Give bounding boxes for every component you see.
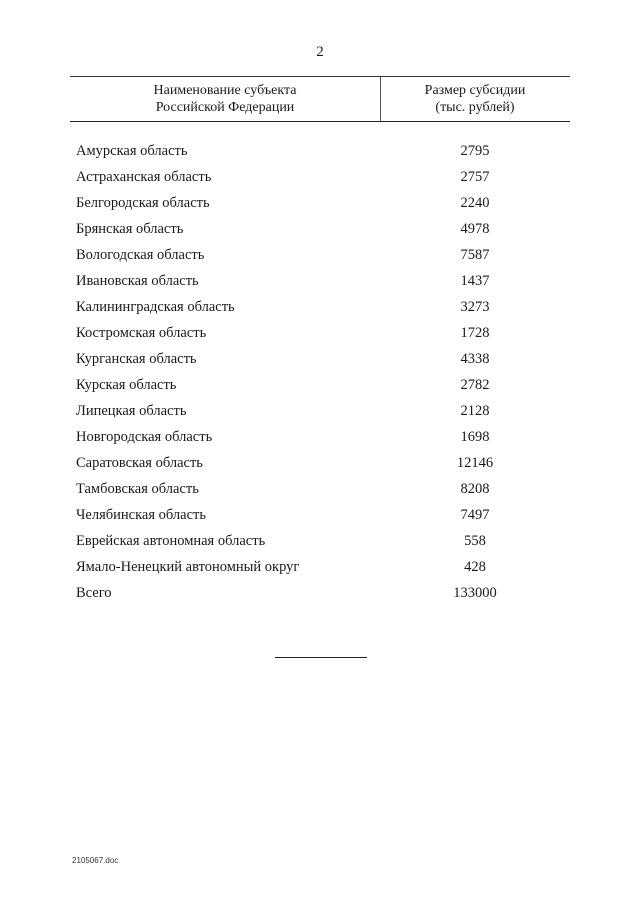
subsidy-amount: 2795: [460, 143, 490, 159]
table-row: [70, 502, 570, 528]
header-region-name: [70, 82, 380, 116]
table-row: [70, 294, 570, 320]
subsidy-amount: 7497: [460, 507, 490, 523]
region-name: Белгородская область: [76, 195, 210, 211]
page-number: 2: [316, 44, 324, 60]
table-row: [70, 554, 570, 580]
table-body: [70, 138, 570, 606]
subsidy-amount: 12146: [456, 455, 494, 471]
header-region-name-line1: Наименование субъекта: [153, 83, 297, 98]
subsidy-amount: 428: [464, 559, 486, 575]
table-row: [70, 138, 570, 164]
document-file-code: 2105067.doc: [72, 856, 119, 865]
end-of-document-line: [275, 657, 367, 658]
subsidy-amount: 1437: [460, 273, 490, 289]
region-name: Еврейская автономная область: [76, 533, 266, 549]
table-row: [70, 372, 570, 398]
region-name: Брянская область: [76, 221, 184, 237]
subsidy-amount: 558: [464, 533, 486, 549]
region-name: Ямало-Ненецкий автономный округ: [76, 559, 300, 575]
total-row: [70, 580, 570, 606]
subsidy-amount: 2757: [460, 169, 490, 185]
table-row: [70, 164, 570, 190]
table-row: [70, 450, 570, 476]
subsidy-amount: 2240: [460, 195, 490, 211]
table-row: [70, 398, 570, 424]
subsidy-amount: 7587: [460, 247, 490, 263]
table-row: [70, 424, 570, 450]
total-label: Всего: [76, 585, 112, 601]
subsidy-amount: 3273: [460, 299, 490, 315]
subsidy-amount: 1698: [460, 429, 490, 445]
total-amount: 133000: [453, 585, 497, 601]
table-row: [70, 476, 570, 502]
subsidy-amount: 4338: [460, 351, 490, 367]
header-region-name-line2: Российской Федерации: [155, 100, 295, 115]
subsidy-amount: 4978: [460, 221, 490, 237]
region-name: Курганская область: [76, 351, 197, 367]
subsidy-amount: 2128: [460, 403, 490, 419]
region-name: Калининградская область: [76, 299, 235, 315]
region-name: Вологодская область: [76, 247, 205, 263]
table-row: [70, 528, 570, 554]
region-name: Липецкая область: [76, 403, 187, 419]
region-name: Костромская область: [76, 325, 207, 341]
table-row: [70, 346, 570, 372]
region-name: Новгородская область: [76, 429, 213, 445]
region-name: Астраханская область: [76, 169, 212, 185]
table-row: [70, 216, 570, 242]
table-row: [70, 242, 570, 268]
region-name: Курская область: [76, 377, 177, 393]
region-name: Амурская область: [76, 143, 188, 159]
table-row: [70, 268, 570, 294]
header-subsidy-amount-line2: (тыс. рублей): [435, 100, 515, 115]
region-name: Саратовская область: [76, 455, 203, 471]
region-name: Челябинская область: [76, 507, 206, 523]
region-name: Ивановская область: [76, 273, 199, 289]
header-subsidy-amount: [380, 82, 570, 116]
table-row: [70, 190, 570, 216]
subsidy-amount: 2782: [460, 377, 490, 393]
header-subsidy-amount-line1: Размер субсидии: [424, 83, 526, 98]
table-row: [70, 320, 570, 346]
subsidy-amount: 8208: [460, 481, 490, 497]
subsidy-table: [70, 76, 570, 601]
subsidy-amount: 1728: [460, 325, 490, 341]
table-header: [70, 76, 570, 122]
region-name: Тамбовская область: [76, 481, 199, 497]
